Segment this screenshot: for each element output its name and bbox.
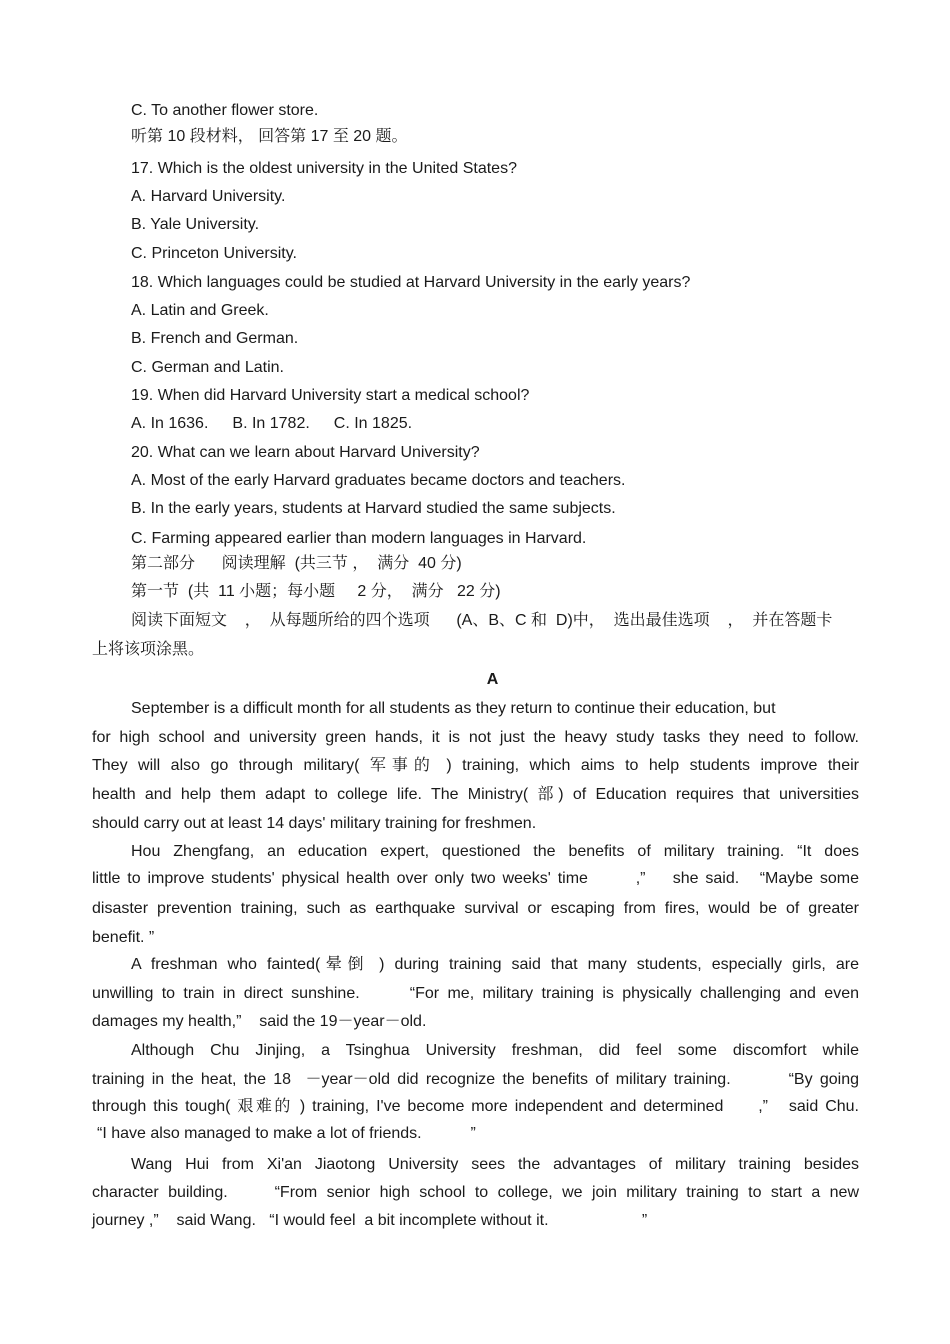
paragraph-3-line-3: damages my health,” said the 19－year－old. bbox=[92, 1013, 427, 1030]
q20-option-a: A. Most of the early Harvard graduates became doctors and teachers. bbox=[131, 472, 626, 489]
paragraph-4-line-2: training in the heat, the 18 －year－old did recognize the benefits of military training. “By going bbox=[92, 1071, 859, 1088]
q20-stem: 20. What can we learn about Harvard University? bbox=[131, 444, 480, 461]
paragraph-1-line-2: for high school and university green hands, it is not just the heavy study tasks they need to follow. bbox=[92, 729, 859, 746]
q20-option-b: B. In the early years, students at Harvard studied the same subjects. bbox=[131, 500, 616, 517]
q19-option-b: B. In 1782. bbox=[232, 415, 310, 432]
paragraph-1-line-5: should carry out at least 14 days' military training for freshmen. bbox=[92, 815, 537, 832]
paragraph-3-line-1: A freshman who fainted(晕倒 ) during training said that many students, especially girls, are bbox=[131, 956, 859, 973]
q19-stem: 19. When did Harvard University start a medical school? bbox=[131, 387, 530, 404]
reading-instruction-line-2: 上将该项涂黑。 bbox=[92, 641, 205, 658]
paragraph-3-line-2: unwilling to train in direct sunshine. “For me, military training is physically challenging and even bbox=[92, 985, 859, 1002]
q17-option-a: A. Harvard University. bbox=[131, 188, 286, 205]
q18-option-b: B. French and German. bbox=[131, 330, 299, 347]
paragraph-2-line-4: benefit. ” bbox=[92, 929, 155, 946]
q16-option-c: C. To another flower store. bbox=[131, 102, 319, 119]
paragraph-4-line-4: “I have also managed to make a lot of friends. ” bbox=[97, 1125, 476, 1142]
q17-option-b: B. Yale University. bbox=[131, 216, 260, 233]
q18-option-c: C. German and Latin. bbox=[131, 359, 284, 376]
paragraph-1-line-1: September is a difficult month for all students as they return to continue their education, but bbox=[131, 700, 776, 717]
q19-option-c: C. In 1825. bbox=[333, 415, 413, 432]
section10-instruction: 听第 10 段材料， 回答第 17 至 20 题。 bbox=[131, 128, 408, 145]
paragraph-5-line-3: journey ,” said Wang. “I would feel a bit incomplete without it. ” bbox=[92, 1212, 648, 1229]
paragraph-1-line-4: health and help them adapt to college life. The Ministry( 部) of Education requires that universities bbox=[92, 786, 859, 803]
q18-stem: 18. Which languages could be studied at Harvard University in the early years? bbox=[131, 274, 691, 291]
paragraph-2-line-1: Hou Zhengfang, an education expert, questioned the benefits of military training. “It does bbox=[131, 843, 859, 860]
q19-options bbox=[131, 414, 412, 434]
part-two-title: 第二部分 阅读理解 (共三节 ， 满分 40 分) bbox=[131, 555, 462, 572]
paragraph-2-line-2: little to improve students' physical health over only two weeks' time ,” she said. “Maybe some bbox=[92, 870, 859, 887]
passage-label: A bbox=[486, 671, 499, 688]
paragraph-4-line-1: Although Chu Jinjing, a Tsinghua University freshman, did feel some discomfort while bbox=[131, 1042, 859, 1059]
q20-option-c: C. Farming appeared earlier than modern languages in Harvard. bbox=[131, 530, 587, 547]
q17-option-c: C. Princeton University. bbox=[131, 245, 297, 262]
paragraph-1-line-3: They will also go through military( 军事的 ) training, which aims to help students improve their bbox=[92, 757, 859, 774]
paragraph-2-line-3: disaster prevention training, such as earthquake survival or escaping from fires, would be of greater bbox=[92, 900, 859, 917]
q18-option-a: A. Latin and Greek. bbox=[131, 302, 269, 319]
section-one-title: 第一节 (共 11 小题；每小题 2 分， 满分 22 分) bbox=[131, 583, 501, 600]
paragraph-5-line-1: Wang Hui from Xi'an Jiaotong University sees the advantages of military training besides bbox=[131, 1156, 859, 1173]
q19-option-a: A. In 1636. bbox=[131, 415, 209, 432]
q17-stem: 17. Which is the oldest university in the United States? bbox=[131, 160, 517, 177]
paragraph-4-line-3: through this tough( 艰难的 ) training, I've become more independent and determined ,” said Chu. bbox=[92, 1098, 859, 1115]
reading-instruction-line-1: 阅读下面短文 ， 从每题所给的四个选项 (A、B、C 和 D)中， 选出最佳选项 ， 并在答题卡 bbox=[131, 612, 833, 629]
paragraph-5-line-2: character building. “From senior high school to college, we join military training to start a new bbox=[92, 1184, 859, 1201]
